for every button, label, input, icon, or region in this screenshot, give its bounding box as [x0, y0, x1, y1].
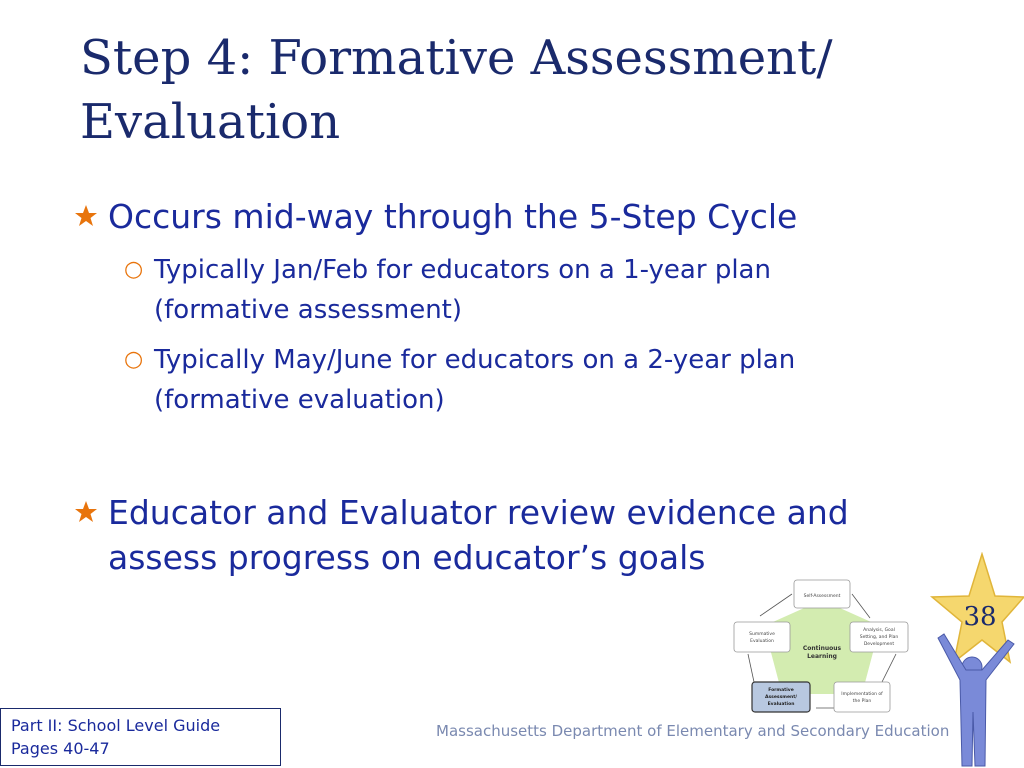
ring-bullet-icon: ○ [124, 347, 144, 372]
title-line-1: Step 4: Formative Assessment/ [80, 30, 833, 86]
sub-bullet-item [124, 340, 914, 420]
cycle-step-label: the Plan [852, 699, 872, 704]
cycle-step-highlighted [752, 682, 810, 712]
cycle-arrow [852, 594, 870, 618]
sub-bullet-text: Typically Jan/Feb for educators on a 1-year plan [154, 255, 771, 285]
department-footer: Massachusetts Department of Elementary and Secondary Education [436, 722, 950, 740]
five-step-cycle-diagram [730, 578, 920, 718]
guide-reference-box [0, 708, 281, 766]
star-bullet-icon [74, 500, 98, 524]
person-figure [938, 634, 1014, 766]
sub-bullet-text: (formative assessment) [154, 295, 463, 325]
bullet-item [74, 194, 904, 239]
cycle-arrow [760, 594, 792, 616]
cycle-step-label: Analysis, Goal [863, 628, 895, 633]
cycle-step-label: Formative [768, 688, 794, 693]
cycle-step-label: Summative [749, 632, 775, 637]
sub-bullet-text: (formative evaluation) [154, 385, 445, 415]
bullet-text: assess progress on educator’s goals [108, 538, 706, 577]
cycle-center-label: Learning [807, 653, 837, 660]
slide-number: 38 [963, 602, 997, 632]
cycle-center-label: Continuous [802, 645, 842, 652]
ring-bullet-icon: ○ [124, 257, 144, 282]
cycle-step-label: Evaluation [750, 639, 774, 644]
slide-title [80, 26, 980, 154]
cycle-step [794, 580, 850, 608]
bullet-item [74, 490, 904, 580]
bullet-text: Educator and Evaluator review evidence and [108, 493, 849, 532]
guide-reference-pages: Pages 40-47 [11, 739, 110, 758]
bullet-text: Occurs mid-way through the 5-Step Cycle [108, 197, 798, 236]
cycle-step [850, 622, 908, 652]
cycle-step-label: Development [863, 642, 895, 647]
cycle-step [734, 622, 790, 652]
cycle-step [834, 682, 890, 712]
sub-bullet-text: Typically May/June for educators on a 2-year plan [154, 345, 796, 375]
cycle-arrow [748, 654, 754, 682]
star-bullet-icon [74, 204, 98, 228]
guide-reference-line: Part II: School Level Guide [11, 716, 221, 735]
title-line-2: Evaluation [80, 94, 341, 150]
cycle-arrow [882, 654, 896, 682]
cycle-step-label: Setting, and Plan [859, 635, 899, 640]
cycle-step-label: Self-Assessment [803, 594, 841, 599]
sub-bullet-item [124, 250, 914, 330]
cycle-step-label: Evaluation [767, 702, 795, 707]
cycle-step-label: Implementation of [841, 692, 883, 697]
cycle-step-label: Assessment/ [765, 695, 797, 700]
